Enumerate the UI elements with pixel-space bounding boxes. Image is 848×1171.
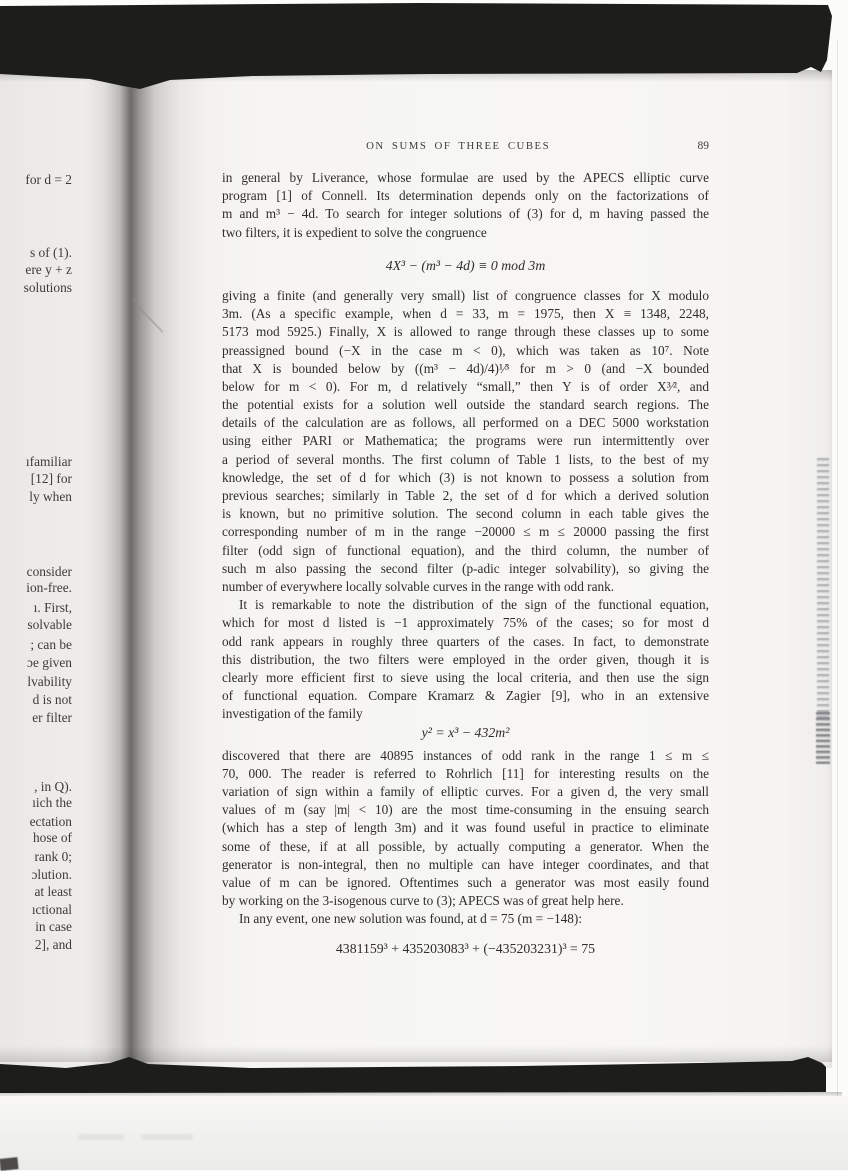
- text-line: by working on the 3-isogenous curve to (3); APECS was of great help here.: [222, 893, 624, 909]
- text-line: value of m can be ignored. Oftentimes such a generator was most easily found: [222, 874, 709, 890]
- text-line: clearly more efficient first to sieve using the local criteria, and then use the sign: [222, 669, 709, 685]
- adjacent-page-text-fragment: rank 0;: [34, 849, 72, 864]
- adjacent-page-text-fragment: ıctional: [31, 902, 72, 917]
- paragraph-block: [222, 747, 709, 911]
- text-line: preassigned bound (−X in the case m < 0), which was taken as 10⁷. Note: [222, 342, 709, 358]
- adjacent-page-text-fragment: ere y + z: [25, 262, 72, 277]
- adjacent-page-text-fragment: ion-free.: [26, 580, 72, 595]
- text-line: It is remarkable to note the distribution of the sign of the functional equation,: [239, 597, 709, 613]
- display-equation: y² = x³ − 432m²: [421, 725, 510, 741]
- adjacent-page-text-fragment: consider: [26, 564, 72, 579]
- adjacent-page-text-fragment: d is not: [32, 692, 72, 707]
- text-line: corresponding number of m in the range −20000 ≤ m ≤ 20000 passing the first: [222, 524, 709, 540]
- running-head: [222, 140, 709, 155]
- text-line: such m also passing the second filter (p-adic integer solvability), so giving the: [222, 560, 709, 576]
- adjacent-page-text-fragment: 2], and: [34, 937, 72, 952]
- text-line: 70, 000. The reader is referred to Rohrlich [11] for interesting results on the: [222, 765, 709, 781]
- adjacent-page-text-fragment: s of (1).: [29, 245, 72, 260]
- text-line: previous searches; similarly in Table 2, the set of d for which a derived solution: [222, 488, 709, 504]
- text-line: (which has a step of length 3m) and it was found useful in practice to eliminate: [222, 820, 709, 836]
- text-line: using either PARI or Mathematica; the programs were run intermittently over: [222, 433, 709, 449]
- text-line: below for m < 0). For m, d relatively “small,” then Y is of order X³⁄², and: [222, 378, 709, 394]
- scan-scratch-dot: [133, 299, 136, 302]
- adjacent-page-text-fragment: solutions: [23, 280, 72, 295]
- adjacent-page-text-fragment: for d = 2: [25, 172, 72, 187]
- adjacent-page-text-fragment: ectation: [29, 814, 72, 829]
- text-line: filter (odd sign of functional equation), and the third column, the number of: [222, 542, 709, 558]
- text-line: odd rank appears in roughly three quarters of the cases. In fact, to demonstrate: [222, 633, 709, 649]
- text-line: 3m. (As a specific example, when d = 33, m = 1975, then X ≡ 1348, 2248,: [222, 306, 709, 322]
- adjacent-page-text-fragment: ıfamiliar: [25, 454, 72, 469]
- adjacent-page-text-fragment: ɔlution.: [31, 867, 72, 882]
- text-line: 5173 mod 5925.) Finally, X is allowed to range through these classes up to some: [222, 324, 709, 340]
- adjacent-page-text-fragment: hose of: [32, 830, 72, 845]
- text-line: two filters, it is expedient to solve the congruence: [222, 224, 487, 240]
- display-equation: 4381159³ + 435203083³ + (−435203231)³ = 75: [335, 940, 596, 956]
- margin-stamp-illegible: [817, 458, 829, 718]
- text-line: m and m³ − 4d. To search for integer solutions of (3) for d, m having passed the: [222, 206, 709, 222]
- text-line: investigation of the family: [222, 706, 363, 722]
- display-equation: 4X³ − (m³ − 4d) ≡ 0 mod 3m: [385, 257, 546, 273]
- text-line: variation of sign within a family of elliptic curves. For a given d, the very small: [222, 784, 709, 800]
- text-line: values of m (say |m| < 10) are the most time-consuming in the ensuing search: [222, 802, 709, 818]
- text-line: program [1] of Connell. Its determination depends only on the factorizations of: [222, 188, 709, 204]
- scan-smudge: [141, 1134, 193, 1140]
- paragraph-block: [222, 910, 709, 928]
- paragraph-block: [222, 169, 709, 242]
- page-right-edge-line: [837, 40, 838, 1160]
- text-line: giving a finite (and generally very small) list of congruence classes for X modulo: [222, 287, 709, 303]
- text-line: discovered that there are 40895 instances of odd rank in the range 1 ≤ m ≤: [222, 747, 709, 763]
- scanner-margin-strip: [832, 0, 848, 1170]
- text-line: number of everywhere locally solvable curves in the range with odd rank.: [222, 578, 615, 594]
- adjacent-page-text-fragment: in case: [35, 919, 72, 934]
- adjacent-page-text-fragment: ıich the: [32, 795, 72, 810]
- adjacent-page-text-fragment: , in Q).: [34, 779, 72, 794]
- paragraph-block: [222, 596, 709, 723]
- text-column: [222, 169, 709, 958]
- page-number: 89: [697, 140, 709, 152]
- text-line: in general by Liverance, whose formulae are used by the APECS elliptic curve: [222, 170, 709, 185]
- scan-smudge: [78, 1134, 124, 1140]
- text-line: knowledge, the set of d for which (3) is not known to possess a solution from: [222, 469, 709, 485]
- scanner-area-below-page: [0, 1096, 848, 1170]
- text-line: some of these, if at all possible, by actually computing a generator. When the: [222, 838, 709, 854]
- margin-stamp-illegible: [816, 712, 830, 764]
- adjacent-page-text-fragment: ɔe given: [27, 655, 72, 670]
- text-line: which for most d listed is −1 approximately 75% of the cases; so for most d: [222, 615, 709, 631]
- text-line: generator is non-integral, then no multiple can have integer coordinates, and that: [222, 856, 709, 872]
- text-line: a period of several months. The first column of Table 1 lists, to the best of my: [222, 451, 709, 467]
- text-line: details of the calculation are as follows, all performed on a DEC 5000 workstation: [222, 415, 709, 431]
- text-line: that X is bounded below by ((m³ − 4d)/4)¹⁄³ for m > 0 (and −X bounded: [222, 360, 709, 376]
- running-title: ON SUMS OF THREE CUBES: [366, 140, 551, 152]
- text-line: this distribution, the two filters were employed in the order given, though it is: [222, 651, 709, 667]
- adjacent-page-text-fragment: at least: [34, 884, 72, 899]
- adjacent-page-text-fragment: [12] for: [30, 471, 72, 486]
- paragraph-block: [222, 287, 709, 596]
- text-line: of functional equation. Compare Kramarz & Zagier [9], who in an extensive: [222, 688, 709, 704]
- adjacent-page-text-fragment: solvable: [27, 617, 72, 632]
- adjacent-page-text-fragment: er filter: [32, 710, 72, 725]
- adjacent-page-text-fragment: ly when: [29, 489, 72, 504]
- adjacent-page-text-fragment: ı. First,: [33, 600, 72, 615]
- text-line: is known, but no primitive solution. The second column in each table gives the: [222, 506, 709, 522]
- adjacent-page-text-fragment: ; can be: [30, 637, 72, 652]
- text-line: In any event, one new solution was found, at d = 75 (m = −148):: [239, 911, 583, 927]
- adjacent-page-text-fragment: lvability: [27, 674, 72, 689]
- adjacent-page-fragments: [0, 0, 74, 1170]
- text-line: the potential exists for a solution well outside the standard search regions. The: [222, 397, 709, 413]
